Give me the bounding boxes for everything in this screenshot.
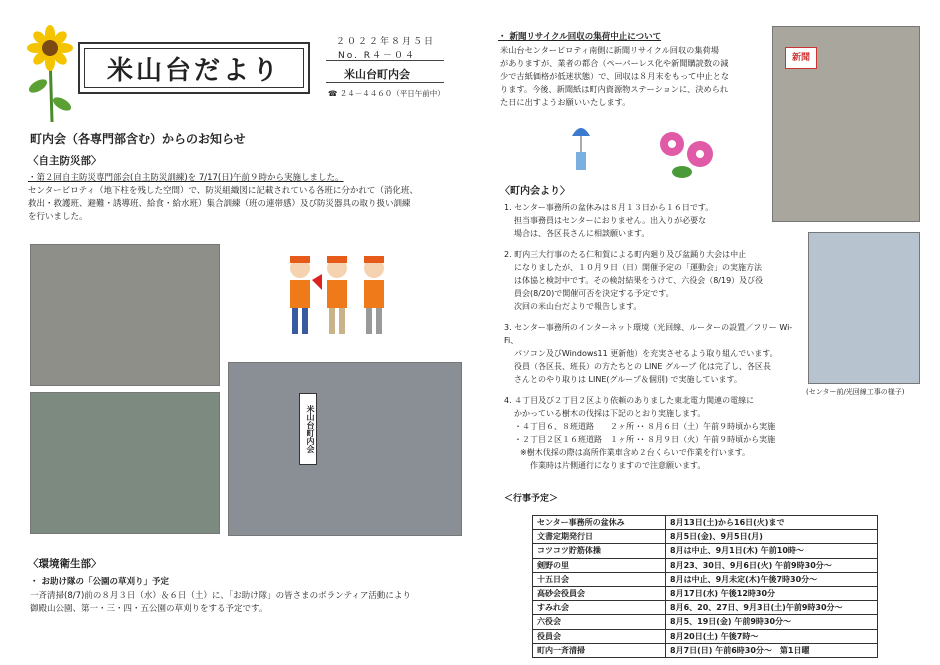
schedule-label: ＜行事予定＞ <box>504 494 559 504</box>
chonai-1-line: 1. センター事務所の盆休みは８月１３日から１６日です。 <box>504 203 714 212</box>
issue-number: No. R４－０４ <box>338 51 417 61</box>
event-name: すみれ会 <box>533 601 666 615</box>
schedule-table <box>532 515 878 658</box>
issue-date: ２０２２年８月５日 <box>336 37 436 47</box>
photo-caption: (センター前/光回線工事の様子) <box>806 388 905 396</box>
chonai-2-line: 員会(8/20)で開催可否を決定する予定です。 <box>514 289 674 298</box>
table-row <box>533 572 878 586</box>
recycle-line: た日に出すようお願いいたします。 <box>500 97 631 107</box>
chonai-1-line: 場合は、各区長さんに相談願います。 <box>514 229 650 238</box>
event-name: 役員会 <box>533 629 666 643</box>
chonai-4-line: ・２丁目２区１６班道路 １ヶ所 ･･ ８月９日（火）午前９時頃から実施 <box>514 435 776 444</box>
bousai-line: センタービロティ（地下柱を残した空間）で、防災組織図に記載されている各班に分かれて（消化班、 <box>28 186 418 196</box>
kankyo-label: 〈環境衛生部〉 <box>28 558 102 570</box>
chonai-item-1 <box>504 201 804 240</box>
bousai-text <box>28 172 478 224</box>
event-date: 8月6、20、27日、9月3日(土)午前9時30分～ <box>666 601 878 615</box>
recycle-line: ります。今後、新聞紙は町内資源物ステーションに、決められ <box>500 84 729 94</box>
header-divider-2 <box>326 82 444 83</box>
kankyo-item: ・ お助け隊の「公園の草刈り」予定 <box>30 577 169 587</box>
bousai-label: 〈自主防災部〉 <box>28 155 102 167</box>
chonai-4-line: 4. ４丁目及び２丁目２区より依頼のありました東北電力関連の電線に <box>504 396 755 405</box>
newspaper-pile-photo <box>772 26 920 222</box>
bousai-line: ・第２回自主防災専門部会(自主防災訓練)を 7/17(日)午前９時から実施しました。 <box>28 173 344 183</box>
phone-number: ☎ ２４－４４６０（平日午前中） <box>328 89 445 98</box>
recycle-text <box>500 44 765 109</box>
group-photo <box>228 362 462 536</box>
chonai-4-line: ※樹木伐採の際は高所作業車含め２台くらいで作業を行います。 <box>520 448 751 457</box>
table-row <box>533 544 878 558</box>
table-row <box>533 530 878 544</box>
event-name: 文書定期発行日 <box>533 530 666 544</box>
table-row <box>533 558 878 572</box>
chonai-2-line: 2. 町内三大行事のたる仁和賀による町内廻り及び盆踊り大会は中止 <box>504 250 747 259</box>
chonai-item-3 <box>504 321 804 386</box>
chonai-2-line: は体協と検討中です。その検討結果をうけて、六役会（8/19）及び役 <box>514 276 764 285</box>
sunflower-illustration <box>26 24 74 124</box>
publisher-name: 米山台町内会 <box>344 68 410 81</box>
table-row <box>533 643 878 657</box>
kankyo-line: 一斉清掃(8/7)前の８月３日（水）＆６日（土）に、「お助け隊」の皆さまのボランティア活動により <box>30 591 411 601</box>
event-date: 8月は中止、9月1日(木) 午前10時～ <box>666 544 878 558</box>
training-photo-1 <box>30 244 220 386</box>
event-name: 高砂会役員会 <box>533 586 666 600</box>
event-name: 町内一斉清掃 <box>533 643 666 657</box>
kankyo-text <box>30 590 480 616</box>
table-row <box>533 629 878 643</box>
event-date: 8月17日(水) 午後12時30分 <box>666 586 878 600</box>
chonai-item-4 <box>504 394 884 472</box>
table-row <box>533 516 878 530</box>
event-date: 8月7日(日) 午前6時30分～ 第1日曜 <box>666 643 878 657</box>
event-date: 8月20日(土) 午後7時～ <box>666 629 878 643</box>
recycle-title: ・ 新聞リサイクル回収の集荷中止について <box>498 32 662 42</box>
recycle-line: 米山台センタービロティ南側に新聞リサイクル回収の集荷場 <box>500 45 719 55</box>
fiber-work-photo <box>808 232 920 384</box>
chonai-3-line: 3. センター事務所のインターネット環境（光回線、ルーターの設置／フリー Wi-Fi、 <box>504 323 793 345</box>
chonai-3-line: さんとのやり取りは LINE(グループ＆個別) で実施しています。 <box>514 375 742 384</box>
chonai-3-line: 役員（各区長、班長）の方たちとの LINE グループ 化は完了し、各区長 <box>514 362 771 371</box>
table-row <box>533 601 878 615</box>
event-name: 六役会 <box>533 615 666 629</box>
event-name: 剣野の里 <box>533 558 666 572</box>
table-row <box>533 615 878 629</box>
newsletter-title: 米山台だより <box>84 48 304 88</box>
newsletter-title-box <box>78 42 310 94</box>
newspaper-sign-text: 新聞 <box>791 53 810 63</box>
event-name: コツコツ貯筋体操 <box>533 544 666 558</box>
section-heading: 町内会（各専門部含む）からのお知らせ <box>30 132 246 146</box>
chonai-2-line: になりましたが、１０月９日（日）開催予定の「運動会」の実施方法 <box>514 263 762 272</box>
group-banner-text: 米山台町内会 <box>306 405 315 453</box>
chonai-4-line: かかっている樹木の伐採は下記のとおり実施します。 <box>514 409 706 418</box>
chonai-4-line: ・４丁目６、８班道路 ２ヶ所 ･･ ８月６日（土）午前９時頃から実施 <box>514 422 776 431</box>
chonai-2-line: 次回の米山台だよりで報告します。 <box>514 302 642 311</box>
event-date: 8月23、30日、9月6日(火) 午前9時30分～ <box>666 558 878 572</box>
chonai-item-2 <box>504 248 804 313</box>
table-row <box>533 586 878 600</box>
bousai-line: 救出・救護班、避難・誘導班、給食・給水班）集合訓練（班の連帯感）及び防災器具の取り扱い訓練 <box>28 199 411 209</box>
event-date: 8月5日(金)、9月5日(月) <box>666 530 878 544</box>
recycle-line: 少で古紙価格が低迷状態）で、回収は８月末をもって中止とな <box>500 71 730 81</box>
chonai-1-line: 担当事務員はセンターにおりません。出入りが必要な <box>514 216 707 225</box>
header-divider <box>326 60 444 61</box>
kankyo-line: 御殿山公園、第一・三・四・五公園の草刈りをする予定です。 <box>30 604 268 614</box>
chonai-4-line: 作業時は片側通行になりますので注意願います。 <box>530 461 706 470</box>
chonai-list <box>504 201 804 480</box>
event-date: 8月13日(土)から16日(火)まで <box>666 516 878 530</box>
recycle-line: がありますが、業者の都合（ペーパーレス化や新聞購読数の減 <box>500 58 729 68</box>
event-name: センター事務所の盆休み <box>533 516 666 530</box>
bousai-line: を行いました。 <box>28 212 88 222</box>
chonai-3-line: パソコン及びWindows11 更新他）を充実させるよう取り組んでいます。 <box>514 349 778 358</box>
wind-chime-icon <box>566 118 596 174</box>
event-date: 8月5、19日(金) 午前9時30分～ <box>666 615 878 629</box>
chonai-label: 〈町内会より〉 <box>500 186 570 197</box>
morning-glory-icon <box>656 126 718 186</box>
newspaper-sign <box>785 47 817 69</box>
group-banner <box>299 393 317 465</box>
staff-illustration <box>282 250 392 340</box>
training-photo-2 <box>30 392 220 534</box>
event-name: 十五日会 <box>533 572 666 586</box>
event-date: 8月は中止、9月未定(木)午後7時30分～ <box>666 572 878 586</box>
